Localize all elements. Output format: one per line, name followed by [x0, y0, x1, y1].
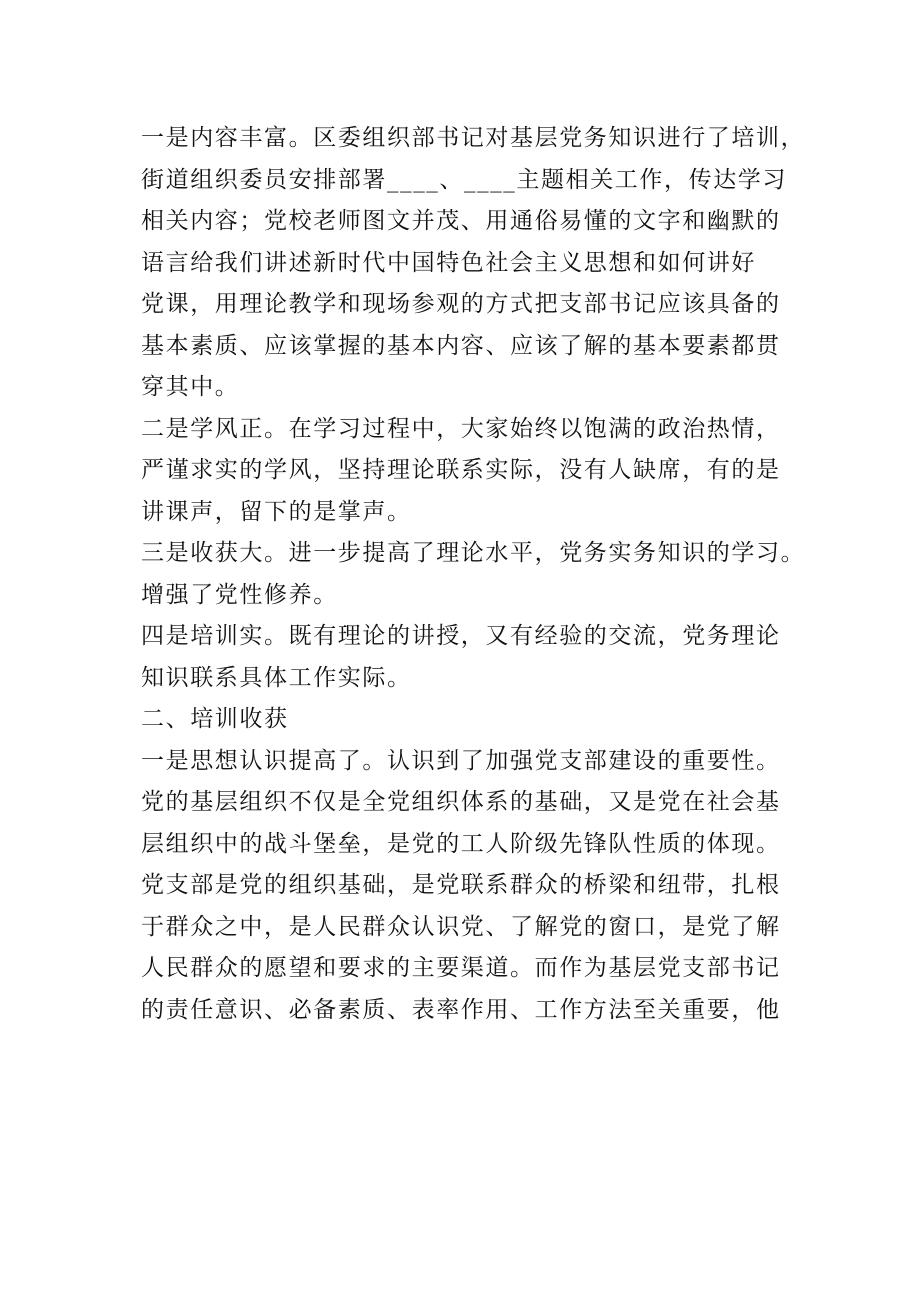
text-line: 讲课声，留下的是掌声。	[141, 498, 412, 525]
text-line: 党课，用理论教学和现场参观的方式把支部书记应该具备的	[141, 291, 781, 317]
text-line: 三是收获大。进一步提高了理论水平，党务实务知识的学习。	[141, 540, 806, 566]
text-line: 四是培训实。既有理论的讲授，又有经验的交流，党务理论	[141, 623, 781, 649]
text-line: 党的基层组织不仅是全党组织体系的基础，又是党在社会基	[141, 789, 781, 815]
text-line: 党支部是党的组织基础，是党联系群众的桥梁和纽带，扎根	[141, 872, 781, 898]
text-line: 人民群众的愿望和要求的主要渠道。而作为基层党支部书记	[141, 955, 781, 981]
text-line: 严谨求实的学风，坚持理论联系实际，没有人缺席，有的是	[141, 457, 781, 483]
text-line: 知识联系具体工作实际。	[141, 664, 412, 691]
text-line: 穿其中。	[141, 374, 240, 400]
text-line: 一是思想认识提高了。认识到了加强党支部建设的重要性。	[141, 747, 781, 774]
text-line: 基本素质、应该掌握的基本内容、应该了解的基本要素都贯	[141, 332, 781, 359]
text-line: 二是学风正。在学习过程中，大家始终以饱满的政治热情，	[141, 415, 781, 442]
section-heading: 二、培训收获	[141, 706, 289, 732]
text-line: 层组织中的战斗堡垒，是党的工人阶级先锋队性质的体现。	[141, 830, 781, 857]
text-line: 于群众之中，是人民群众认识党、了解党的窗口，是党了解	[141, 913, 781, 940]
text-line: 相关内容；党校老师图文并茂、用通俗易懂的文字和幽默的	[141, 208, 781, 234]
text-line: 增强了党性修养。	[141, 581, 338, 608]
body-text	[141, 118, 821, 1031]
text-line: 的责任意识、必备素质、表率作用、工作方法至关重要，他	[141, 996, 781, 1023]
text-line: 一是内容丰富。区委组织部书记对基层党务知识进行了培训，	[141, 125, 806, 151]
text-line: 街道组织委员安排部署____、____主题相关工作，传达学习	[141, 166, 787, 193]
text-line: 语言给我们讲述新时代中国特色社会主义思想和如何讲好	[141, 249, 756, 276]
